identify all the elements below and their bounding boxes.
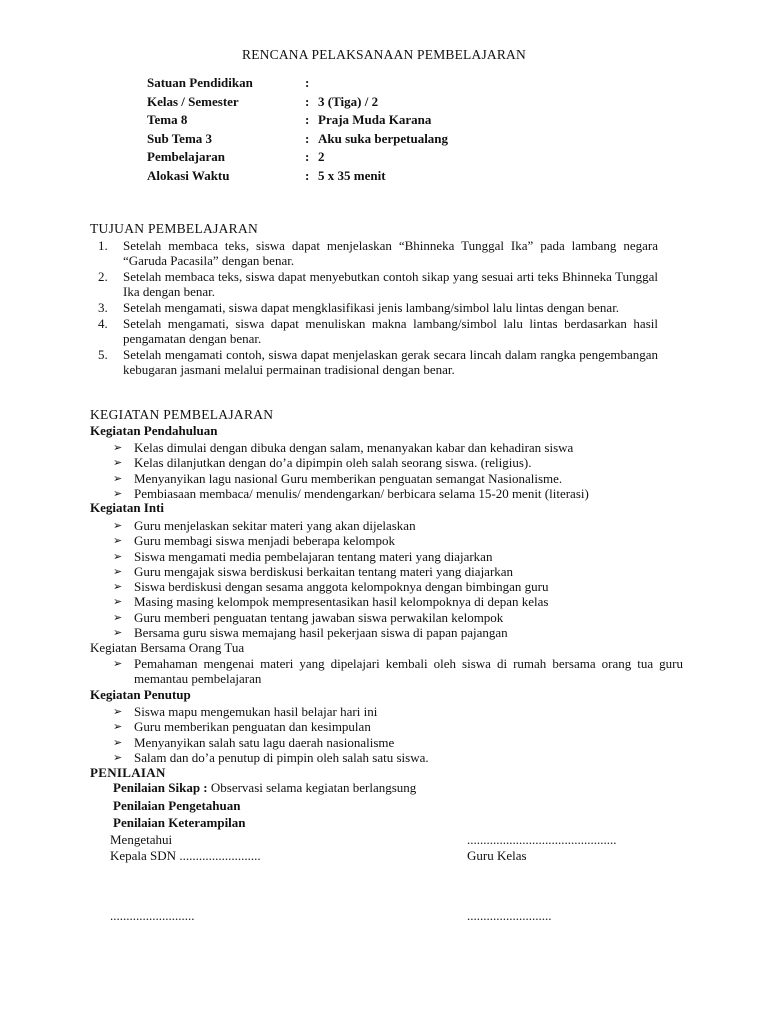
identity-value: 2 [318, 149, 325, 164]
list-item [113, 719, 683, 734]
list-item-text: Menyanyikan lagu nasional Guru memberikan penguatan semangat Nasionalisme. [134, 470, 563, 486]
arrow-bullet-icon: ➢ [113, 657, 123, 670]
penilaian-sikap-value: Observasi selama kegiatan berlangsung [210, 780, 417, 795]
tujuan-item [90, 300, 658, 315]
arrow-bullet-icon: ➢ [113, 549, 123, 563]
guru-signature-line: .......................... [467, 908, 552, 923]
list-item-text: Kelas dilanjutkan dengan do’a dipimpin oleh salah seorang siswa. (religius). [134, 455, 532, 471]
arrow-bullet-icon: ➢ [113, 720, 123, 734]
list-item-text: Guru memberi penguatan tentang jawaban siswa perwakilan kelompok [134, 609, 504, 625]
kepala-signature-line: .......................... [110, 908, 195, 923]
tujuan-text: Setelah mengamati contoh, siswa dapat menjelaskan gerak secara lincah dalam rangka pengembangan kebugaran jasmani melalui permainan tradisional dengan benar. [123, 347, 658, 377]
tujuan-item [90, 347, 658, 377]
identity-colon: : [305, 167, 310, 183]
identity-colon: : [305, 112, 310, 127]
arrow-bullet-icon: ➢ [113, 519, 123, 532]
arrow-bullet-icon: ➢ [113, 626, 123, 640]
tujuan-number: 4. [98, 316, 108, 331]
tujuan-list [90, 238, 658, 378]
penutup-heading: Kegiatan Penutup [90, 687, 191, 702]
document-title: RENCANA PELAKSANAAN PEMBELAJARAN [242, 47, 526, 62]
penutup-list [113, 704, 683, 765]
arrow-bullet-icon: ➢ [113, 441, 123, 454]
tujuan-number: 1. [98, 238, 108, 253]
orang-tua-list [113, 656, 683, 687]
tujuan-heading: TUJUAN PEMBELAJARAN [90, 221, 259, 236]
list-item [113, 594, 683, 609]
pendahuluan-list [113, 440, 683, 501]
list-item-text: Pembiasaan membaca/ menulis/ mendengarkan/ berbicara selama 15-20 menit (literasi) [134, 485, 589, 501]
penilaian-sikap-label: Penilaian Sikap : [113, 780, 208, 795]
list-item-text: Kelas dimulai dengan dibuka dengan salam, menanyakan kabar dan kehadiran siswa [134, 440, 574, 455]
identity-value: Praja Muda Karana [318, 112, 432, 127]
list-item-text: Guru membagi siswa menjadi beberapa kelompok [134, 533, 396, 549]
tujuan-number: 3. [98, 300, 108, 315]
tujuan-item [90, 238, 658, 268]
identity-colon: : [305, 130, 310, 146]
list-item [113, 518, 683, 533]
tujuan-item [90, 316, 658, 346]
identity-label: Alokasi Waktu [147, 167, 230, 183]
tujuan-text: Setelah membaca teks, siswa dapat menyebutkan contoh sikap yang sesuai arti teks Bhinneka Tunggal Ika dengan benar. [123, 269, 658, 299]
list-item [113, 486, 683, 501]
identity-label: Sub Tema 3 [147, 130, 213, 146]
penilaian-sikap [113, 780, 416, 795]
penilaian-keterampilan: Penilaian Keterampilan [113, 815, 246, 830]
arrow-bullet-icon: ➢ [113, 564, 123, 578]
arrow-bullet-icon: ➢ [113, 486, 123, 500]
identity-colon: : [305, 149, 310, 164]
arrow-bullet-icon: ➢ [113, 534, 123, 548]
tujuan-text: Setelah membaca teks, siswa dapat menjelaskan “Bhinneka Tunggal Ika” pada lambang negara “Garuda Pacasila” dengan benar. [123, 238, 658, 268]
list-item [113, 750, 683, 765]
list-item [113, 735, 683, 750]
penilaian-pengetahuan: Penilaian Pengetahuan [113, 798, 241, 813]
list-item-text: Guru mengajak siswa berdiskusi berkaitan tentang materi yang diajarkan [134, 563, 514, 579]
list-item-text: Guru memberikan penguatan dan kesimpulan [134, 719, 371, 735]
list-item [113, 610, 683, 625]
arrow-bullet-icon: ➢ [113, 610, 123, 624]
identity-value: Aku suka berpetualang [318, 130, 449, 146]
pendahuluan-heading: Kegiatan Pendahuluan [90, 423, 218, 438]
inti-heading: Kegiatan Inti [90, 500, 165, 515]
list-item [113, 549, 683, 564]
list-item [113, 579, 683, 594]
list-item [113, 471, 683, 486]
tujuan-number: 5. [98, 347, 108, 362]
list-item-text: Bersama guru siswa memajang hasil pekerjaan siswa di papan pajangan [134, 625, 508, 641]
list-item-text: Salam dan do’a penutup di pimpin oleh salah satu siswa. [134, 749, 429, 765]
list-item [113, 533, 683, 548]
identity-label: Kelas / Semester [147, 93, 239, 109]
arrow-bullet-icon: ➢ [113, 735, 123, 749]
list-item [113, 656, 683, 687]
identity-value: 5 x 35 menit [318, 167, 386, 183]
guru-kelas-label: Guru Kelas [467, 848, 527, 863]
identity-colon: : [305, 93, 310, 109]
kepala-sdn-label: Kepala SDN ......................... [110, 848, 261, 863]
arrow-bullet-icon: ➢ [113, 471, 123, 485]
arrow-bullet-icon: ➢ [113, 580, 123, 594]
arrow-bullet-icon: ➢ [113, 595, 123, 609]
identity-label: Satuan Pendidikan [147, 75, 253, 90]
list-item-text: Guru menjelaskan sekitar materi yang akan dijelaskan [134, 518, 416, 533]
mengetahui-label: Mengetahui [110, 832, 173, 847]
kegiatan-heading: KEGIATAN PEMBELAJARAN [90, 407, 274, 422]
identity-colon: : [305, 75, 310, 90]
list-item-text: Menyanyikan salah satu lagu daerah nasionalisme [134, 734, 395, 750]
identity-label: Tema 8 [147, 112, 188, 127]
arrow-bullet-icon: ➢ [113, 750, 123, 764]
tujuan-text: Setelah mengamati, siswa dapat mengklasifikasi jenis lambang/simbol lalu lintas dengan benar. [123, 300, 620, 315]
list-item [113, 704, 683, 719]
tujuan-item [90, 269, 658, 299]
tujuan-text: Setelah mengamati, siswa dapat menuliskan makna lambang/simbol lalu lintas berdasarkan hasil pengamatan dengan benar. [123, 316, 658, 346]
inti-list [113, 518, 683, 640]
arrow-bullet-icon: ➢ [113, 456, 123, 470]
list-item [113, 455, 683, 470]
list-item-text: Siswa mengamati media pembelajaran tentang materi yang diajarkan [134, 548, 493, 564]
list-item [113, 440, 683, 455]
arrow-bullet-icon: ➢ [113, 705, 123, 718]
list-item [113, 564, 683, 579]
penilaian-heading: PENILAIAN [90, 765, 166, 780]
identity-label: Pembelajaran [147, 149, 225, 164]
guru-dots: .............................................. [467, 832, 617, 847]
identity-value: 3 (Tiga) / 2 [318, 93, 379, 109]
tujuan-number: 2. [98, 269, 108, 284]
list-item-text: Siswa mapu mengemukan hasil belajar hari ini [134, 704, 378, 719]
orang-tua-heading: Kegiatan Bersama Orang Tua [90, 640, 245, 655]
list-item-text: Masing masing kelompok mempresentasikan hasil kelompoknya di depan kelas [134, 594, 549, 610]
list-item-text: Pemahaman mengenai materi yang dipelajari kembali oleh siswa di rumah bersama orang tua guru memantau pembelajaran [134, 656, 683, 687]
list-item-text: Siswa berdiskusi dengan sesama anggota kelompoknya dengan bimbingan guru [134, 579, 549, 595]
list-item [113, 625, 683, 640]
